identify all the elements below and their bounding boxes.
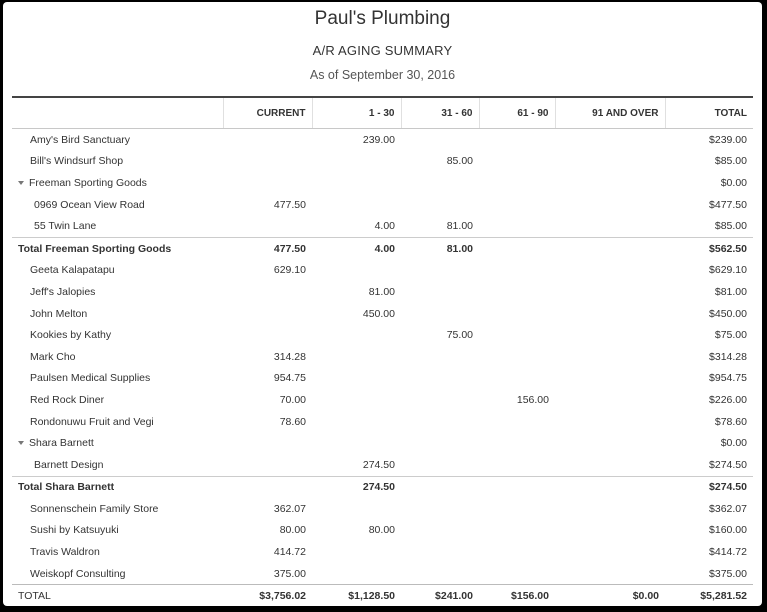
amount-cell[interactable]: 80.00 bbox=[368, 524, 395, 537]
amount-cell bbox=[401, 498, 479, 520]
amount-cell[interactable]: 477.50 bbox=[273, 198, 306, 211]
table-row bbox=[12, 281, 753, 303]
amount-cell[interactable]: $241.00 bbox=[401, 585, 479, 606]
amount-cell bbox=[555, 151, 665, 173]
amount-cell bbox=[479, 129, 555, 151]
column-header-61-90[interactable]: 61 - 90 bbox=[479, 98, 555, 129]
amount-cell bbox=[555, 368, 665, 390]
table-row bbox=[12, 129, 753, 151]
customer-name-cell[interactable] bbox=[12, 432, 223, 454]
table-row bbox=[12, 368, 753, 390]
column-header-31-60[interactable]: 31 - 60 bbox=[401, 98, 479, 129]
amount-cell[interactable]: $78.60 bbox=[714, 415, 747, 428]
aging-table-container bbox=[12, 96, 753, 606]
amount-cell bbox=[555, 260, 665, 282]
customer-name-cell[interactable] bbox=[12, 520, 223, 542]
amount-cell bbox=[401, 129, 479, 151]
customer-name: Total Shara Barnett bbox=[18, 481, 115, 494]
amount-cell[interactable]: $954.75 bbox=[709, 372, 747, 385]
customer-name: Sonnenschein Family Store bbox=[30, 502, 159, 515]
amount-cell bbox=[312, 172, 401, 194]
amount-cell bbox=[223, 432, 312, 454]
amount-cell bbox=[223, 324, 312, 346]
customer-name: TOTAL bbox=[18, 590, 51, 603]
customer-name-cell[interactable] bbox=[12, 346, 223, 368]
amount-cell[interactable]: $85.00 bbox=[714, 155, 747, 168]
amount-cell bbox=[555, 346, 665, 368]
amount-cell bbox=[479, 194, 555, 216]
header-row bbox=[12, 98, 753, 129]
customer-name-cell bbox=[12, 585, 223, 606]
amount-cell bbox=[479, 520, 555, 542]
amount-cell[interactable]: $85.00 bbox=[714, 220, 747, 233]
customer-name: John Melton bbox=[30, 307, 88, 320]
table-row bbox=[12, 541, 753, 563]
amount-cell bbox=[479, 541, 555, 563]
amount-cell bbox=[312, 346, 401, 368]
amount-cell bbox=[479, 411, 555, 433]
amount-cell bbox=[555, 281, 665, 303]
amount-cell[interactable]: 4.00 bbox=[374, 220, 395, 233]
amount-cell bbox=[401, 563, 479, 585]
amount-cell[interactable]: 477.50 bbox=[223, 237, 312, 259]
amount-cell[interactable]: 81.00 bbox=[401, 237, 479, 259]
amount-cell[interactable]: 70.00 bbox=[279, 393, 306, 406]
amount-cell bbox=[555, 563, 665, 585]
amount-cell bbox=[312, 151, 401, 173]
amount-cell[interactable]: $226.00 bbox=[709, 393, 747, 406]
amount-cell[interactable]: 629.10 bbox=[273, 264, 306, 277]
company-name: Paul's Plumbing bbox=[314, 8, 451, 29]
column-header-current[interactable]: CURRENT bbox=[223, 98, 312, 129]
amount-cell bbox=[312, 368, 401, 390]
amount-cell[interactable]: $477.50 bbox=[709, 198, 747, 211]
amount-cell bbox=[223, 303, 312, 325]
report-title: A/R AGING SUMMARY bbox=[312, 43, 453, 58]
customer-name: Travis Waldron bbox=[30, 546, 100, 559]
amount-cell bbox=[312, 260, 401, 282]
amount-cell bbox=[555, 389, 665, 411]
amount-cell bbox=[401, 411, 479, 433]
customer-name-cell[interactable] bbox=[12, 368, 223, 390]
amount-cell[interactable]: 450.00 bbox=[362, 307, 395, 320]
amount-cell bbox=[401, 368, 479, 390]
customer-name-cell[interactable] bbox=[12, 411, 223, 433]
amount-cell bbox=[555, 172, 665, 194]
amount-cell bbox=[312, 194, 401, 216]
amount-cell bbox=[555, 541, 665, 563]
table-row bbox=[12, 389, 753, 411]
report-window bbox=[3, 2, 762, 606]
amount-cell bbox=[312, 498, 401, 520]
customer-name: Barnett Design bbox=[34, 458, 104, 471]
customer-name-cell[interactable] bbox=[12, 260, 223, 282]
amount-cell bbox=[312, 324, 401, 346]
amount-cell bbox=[223, 281, 312, 303]
subtotal-row bbox=[12, 237, 753, 259]
customer-name: Total Freeman Sporting Goods bbox=[18, 242, 172, 255]
collapse-caret-icon[interactable] bbox=[18, 441, 24, 445]
amount-cell bbox=[312, 432, 401, 454]
customer-name: Geeta Kalapatapu bbox=[30, 264, 115, 277]
amount-cell bbox=[555, 498, 665, 520]
amount-cell[interactable]: $274.50 bbox=[709, 458, 747, 471]
amount-cell[interactable]: 314.28 bbox=[273, 350, 306, 363]
table-row bbox=[12, 498, 753, 520]
customer-name: Red Rock Diner bbox=[30, 393, 105, 406]
amount-cell[interactable]: $274.50 bbox=[665, 476, 753, 498]
amount-cell[interactable]: 954.75 bbox=[273, 372, 306, 385]
table-row bbox=[12, 215, 753, 237]
table-row bbox=[12, 563, 753, 585]
amount-cell bbox=[479, 151, 555, 173]
group-row bbox=[12, 172, 753, 194]
customer-name: 55 Twin Lane bbox=[34, 220, 97, 233]
amount-cell[interactable]: $375.00 bbox=[709, 567, 747, 580]
amount-cell bbox=[555, 303, 665, 325]
amount-cell bbox=[223, 129, 312, 151]
customer-name-cell[interactable] bbox=[12, 563, 223, 585]
amount-cell[interactable]: 81.00 bbox=[368, 285, 395, 298]
amount-cell bbox=[555, 237, 665, 259]
amount-cell bbox=[479, 281, 555, 303]
amount-cell bbox=[401, 389, 479, 411]
amount-cell bbox=[312, 411, 401, 433]
amount-cell[interactable]: 85.00 bbox=[446, 155, 473, 168]
table-row bbox=[12, 411, 753, 433]
amount-cell bbox=[479, 454, 555, 476]
amount-cell bbox=[555, 520, 665, 542]
amount-cell[interactable]: 414.72 bbox=[273, 546, 306, 559]
amount-cell bbox=[401, 476, 479, 498]
amount-cell[interactable]: 81.00 bbox=[446, 220, 473, 233]
amount-cell bbox=[312, 563, 401, 585]
table-row bbox=[12, 346, 753, 368]
aging-table bbox=[12, 98, 753, 606]
table-row bbox=[12, 303, 753, 325]
amount-cell bbox=[555, 432, 665, 454]
customer-name: Shara Barnett bbox=[29, 437, 94, 450]
amount-cell[interactable]: 75.00 bbox=[446, 329, 473, 342]
amount-cell bbox=[223, 151, 312, 173]
amount-cell[interactable]: 274.50 bbox=[362, 458, 395, 471]
table-row bbox=[12, 151, 753, 173]
table-row bbox=[12, 324, 753, 346]
amount-cell bbox=[555, 324, 665, 346]
amount-cell bbox=[479, 260, 555, 282]
amount-cell bbox=[555, 454, 665, 476]
column-header-91-over[interactable]: 91 AND OVER bbox=[555, 98, 665, 129]
customer-name-cell[interactable] bbox=[12, 303, 223, 325]
amount-cell bbox=[401, 172, 479, 194]
amount-cell bbox=[479, 215, 555, 237]
customer-name: Jeff's Jalopies bbox=[30, 285, 96, 298]
amount-cell bbox=[312, 389, 401, 411]
amount-cell bbox=[479, 498, 555, 520]
amount-cell bbox=[555, 129, 665, 151]
amount-cell[interactable]: $75.00 bbox=[714, 329, 747, 342]
amount-cell bbox=[479, 346, 555, 368]
customer-name-cell[interactable] bbox=[12, 129, 223, 151]
amount-cell bbox=[555, 411, 665, 433]
amount-cell bbox=[479, 563, 555, 585]
customer-name: Mark Cho bbox=[30, 350, 76, 363]
customer-name-cell[interactable] bbox=[12, 389, 223, 411]
group-row bbox=[12, 432, 753, 454]
amount-cell bbox=[401, 260, 479, 282]
customer-name: Kookies by Kathy bbox=[30, 329, 112, 342]
subtotal-row bbox=[12, 476, 753, 498]
table-row bbox=[12, 520, 753, 542]
amount-cell[interactable]: $562.50 bbox=[665, 237, 753, 259]
amount-cell bbox=[223, 172, 312, 194]
amount-cell bbox=[401, 520, 479, 542]
collapse-caret-icon[interactable] bbox=[18, 181, 24, 185]
customer-name: Paulsen Medical Supplies bbox=[30, 372, 151, 385]
amount-cell bbox=[401, 346, 479, 368]
customer-name-cell[interactable] bbox=[12, 541, 223, 563]
customer-name-cell[interactable] bbox=[12, 172, 223, 194]
amount-cell bbox=[223, 476, 312, 498]
amount-cell bbox=[555, 476, 665, 498]
customer-name: 0969 Ocean View Road bbox=[34, 198, 145, 211]
amount-cell bbox=[555, 194, 665, 216]
amount-cell bbox=[555, 215, 665, 237]
column-header-1-30[interactable]: 1 - 30 bbox=[312, 98, 401, 129]
amount-cell bbox=[401, 541, 479, 563]
amount-cell[interactable]: 156.00 bbox=[516, 393, 549, 406]
customer-name: Bill's Windsurf Shop bbox=[30, 155, 124, 168]
amount-cell bbox=[312, 541, 401, 563]
table-row bbox=[12, 454, 753, 476]
amount-cell bbox=[479, 172, 555, 194]
amount-cell bbox=[479, 237, 555, 259]
customer-name-cell[interactable] bbox=[12, 194, 223, 216]
amount-cell[interactable]: $0.00 bbox=[720, 176, 747, 189]
amount-cell[interactable]: $362.07 bbox=[709, 502, 747, 515]
amount-cell bbox=[223, 454, 312, 476]
customer-name-cell[interactable] bbox=[12, 454, 223, 476]
amount-cell[interactable]: $81.00 bbox=[714, 285, 747, 298]
customer-name-cell[interactable] bbox=[12, 151, 223, 173]
table-row bbox=[12, 194, 753, 216]
amount-cell bbox=[401, 432, 479, 454]
amount-cell[interactable]: 78.60 bbox=[279, 415, 306, 428]
amount-cell[interactable]: $5,281.52 bbox=[665, 585, 753, 606]
amount-cell[interactable]: 375.00 bbox=[273, 567, 306, 580]
amount-cell[interactable]: $629.10 bbox=[709, 264, 747, 277]
amount-cell[interactable]: $3,756.02 bbox=[223, 585, 312, 606]
column-header-total[interactable]: TOTAL bbox=[665, 98, 753, 129]
customer-name: Weiskopf Consulting bbox=[30, 567, 126, 580]
amount-cell[interactable]: 80.00 bbox=[279, 524, 306, 537]
amount-cell[interactable]: $156.00 bbox=[479, 585, 555, 606]
grand-total-row bbox=[12, 585, 753, 606]
amount-cell bbox=[479, 368, 555, 390]
amount-cell[interactable]: $160.00 bbox=[709, 524, 747, 537]
customer-name-cell[interactable] bbox=[12, 281, 223, 303]
amount-cell bbox=[479, 432, 555, 454]
amount-cell[interactable]: $450.00 bbox=[709, 307, 747, 320]
amount-cell[interactable]: 362.07 bbox=[273, 502, 306, 515]
amount-cell bbox=[401, 454, 479, 476]
amount-cell[interactable]: $1,128.50 bbox=[312, 585, 401, 606]
report-date: As of September 30, 2016 bbox=[309, 68, 456, 82]
amount-cell[interactable]: $239.00 bbox=[709, 133, 747, 146]
column-header-name[interactable] bbox=[12, 98, 223, 129]
customer-name: Freeman Sporting Goods bbox=[29, 176, 147, 189]
table-row bbox=[12, 260, 753, 282]
customer-name: Amy's Bird Sanctuary bbox=[30, 133, 131, 146]
amount-cell bbox=[223, 215, 312, 237]
amount-cell bbox=[401, 194, 479, 216]
customer-name-cell[interactable] bbox=[12, 237, 223, 259]
amount-cell[interactable]: $414.72 bbox=[709, 546, 747, 559]
amount-cell bbox=[401, 281, 479, 303]
amount-cell[interactable]: 239.00 bbox=[362, 133, 395, 146]
amount-cell bbox=[479, 324, 555, 346]
customer-name: Sushi by Katsuyuki bbox=[30, 524, 119, 537]
amount-cell[interactable]: $314.28 bbox=[709, 350, 747, 363]
customer-name-cell[interactable] bbox=[12, 476, 223, 498]
amount-cell bbox=[479, 303, 555, 325]
amount-cell[interactable]: 274.50 bbox=[312, 476, 401, 498]
amount-cell[interactable]: $0.00 bbox=[555, 585, 665, 606]
amount-cell[interactable]: $0.00 bbox=[720, 437, 747, 450]
amount-cell bbox=[479, 476, 555, 498]
amount-cell bbox=[401, 303, 479, 325]
customer-name-cell[interactable] bbox=[12, 215, 223, 237]
customer-name: Rondonuwu Fruit and Vegi bbox=[30, 415, 154, 428]
amount-cell[interactable]: 4.00 bbox=[312, 237, 401, 259]
customer-name-cell[interactable] bbox=[12, 498, 223, 520]
customer-name-cell[interactable] bbox=[12, 324, 223, 346]
